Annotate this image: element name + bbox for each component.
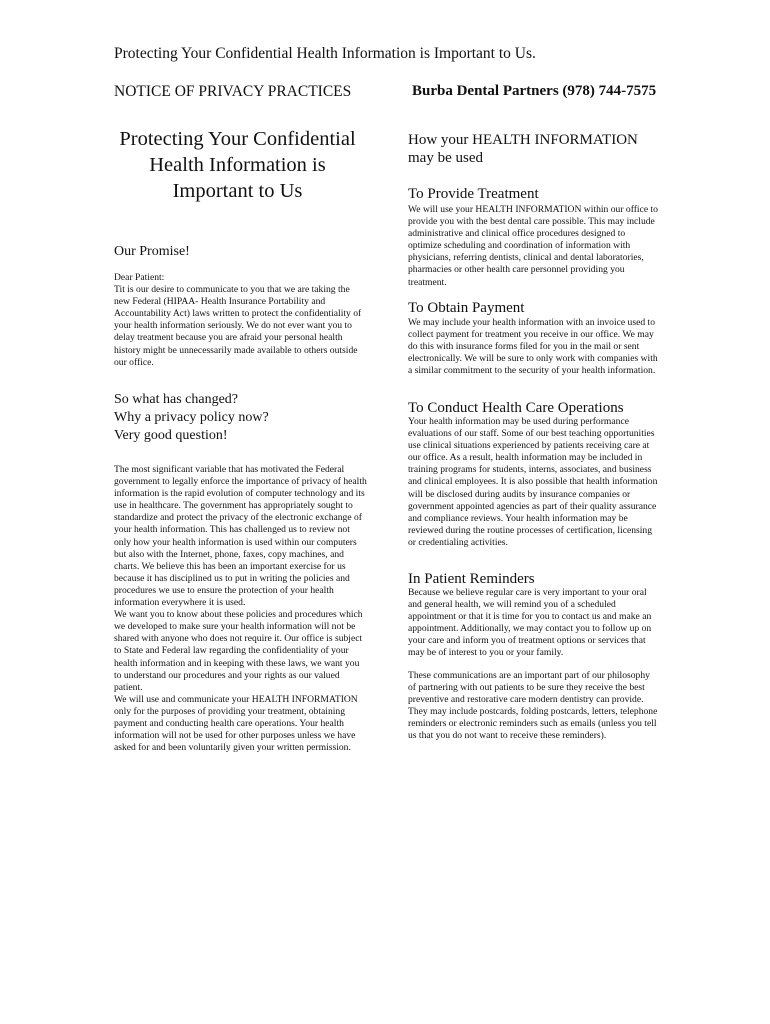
how-used-heading: How your HEALTH INFORMATION may be used (408, 132, 638, 166)
practice-name-phone: Burba Dental Partners (978) 744-7575 (412, 83, 657, 99)
promise-text: Dear Patient: Tit is our desire to communicate to you that we are taking the new Federal (HIPAA- Health Insurance Portability and Accountability Act) laws written to protect the confidentiality of your health information seriously. We do not ever want you to delay treatment because you are afraid your personal health history might be unnecessarily made available to others outside our office. (114, 272, 362, 368)
changed-text: The most significant variable that has motivated the Federal government to legally enforce the importance of privacy of health information is the rapid evolution of computer technology and its use in healthcare. The government has appropriately sought to standardize and protect the privacy of the electronic exchange of your health information. This has challenged us to review not only how your health information is used within our computers but also with the Internet, phone, faxes, copy machines, and charts. We believe this has been an important exercise for us because it has disciplined us to put in writing the policies and procedures we use to ensure the protection of your health information everywhere it is used. We want you to know about these policies and procedures which we developed to make sure your health information will not be shared with anyone who does not require it. Our office is subject to State and Federal law regarding the confidentiality of your health information and in keeping with these laws, we want you to understand our procedures and your rights as our valued patient. We will use and communicate your HEALTH INFORMATION only for the purposes of providing your treatment, obtaining payment and conducting health care operations. Your health information will not be used for other purposes unless we have asked for and been voluntarily given your written permission. (114, 464, 367, 754)
treatment-text: We will use your HEALTH INFORMATION within our office to provide you with the best dental care possible. This may include administrative and clinical office procedures designed to optimize scheduling and coordination of information with physicians, referring dentists, clinical and dental laboratories, pharmacies or other health care personnel providing you treatment. (408, 204, 658, 288)
document-top-title: Protecting Your Confidential Health Information is Important to Us. (114, 45, 536, 62)
title-line: Health Information is (149, 154, 326, 176)
payment-text: We may include your health information with an invoice used to collect payment for treatment you receive in our office. We may do this with insurance forms filed for you in the mail or sent electronically. We will be sure to only work with companies with a similar commitment to the security of your health information. (408, 317, 658, 377)
page-title (100, 126, 375, 204)
operations-heading: To Conduct Health Care Operations (408, 400, 624, 416)
changed-line: So what has changed? (114, 392, 239, 407)
payment-heading: To Obtain Payment (408, 300, 525, 316)
reminders-heading: In Patient Reminders (408, 571, 535, 587)
communications-text: These communications are an important part of our philosophy of partnering with out patients to be sure they receive the best preventive and restorative care modern dentistry can provide. They may include postcards, folding postcards, letters, telephone reminders or electronic reminders such as emails (unless you tell us that you do not want to receive these reminders). (408, 670, 658, 742)
operations-text: Your health information may be used during performance evaluations of our staff. Some of our best teaching opportunities use clinical situations experienced by patients receiving care at our office. As a result, health information may be included in training programs for students, interns, associates, and business and clinical employees. It is also possible that health information will be disclosed during audits by insurance companies or government appointed agencies as part of their quality assurance and compliance reviews. Your health information may be reviewed during the routine processes of certification, licensing or credentialing activities. (408, 416, 658, 548)
promise-heading: Our Promise! (114, 244, 190, 259)
reminders-text: Because we believe regular care is very important to your oral and general health, we will remind you of a scheduled appointment or that it is time for you to contact us and make an appointment. Additionally, we may contact you to follow up on your care and inform you of treatment options or services that may be of interest to you or your family. (408, 587, 652, 659)
changed-line: Why a privacy policy now? (114, 410, 269, 425)
title-line: Important to Us (172, 180, 303, 202)
notice-heading: NOTICE OF PRIVACY PRACTICES (114, 83, 352, 100)
title-line: Protecting Your Confidential (119, 128, 356, 150)
changed-line: Very good question! (114, 428, 228, 443)
changed-heading (114, 391, 368, 445)
treatment-heading: To Provide Treatment (408, 186, 539, 202)
